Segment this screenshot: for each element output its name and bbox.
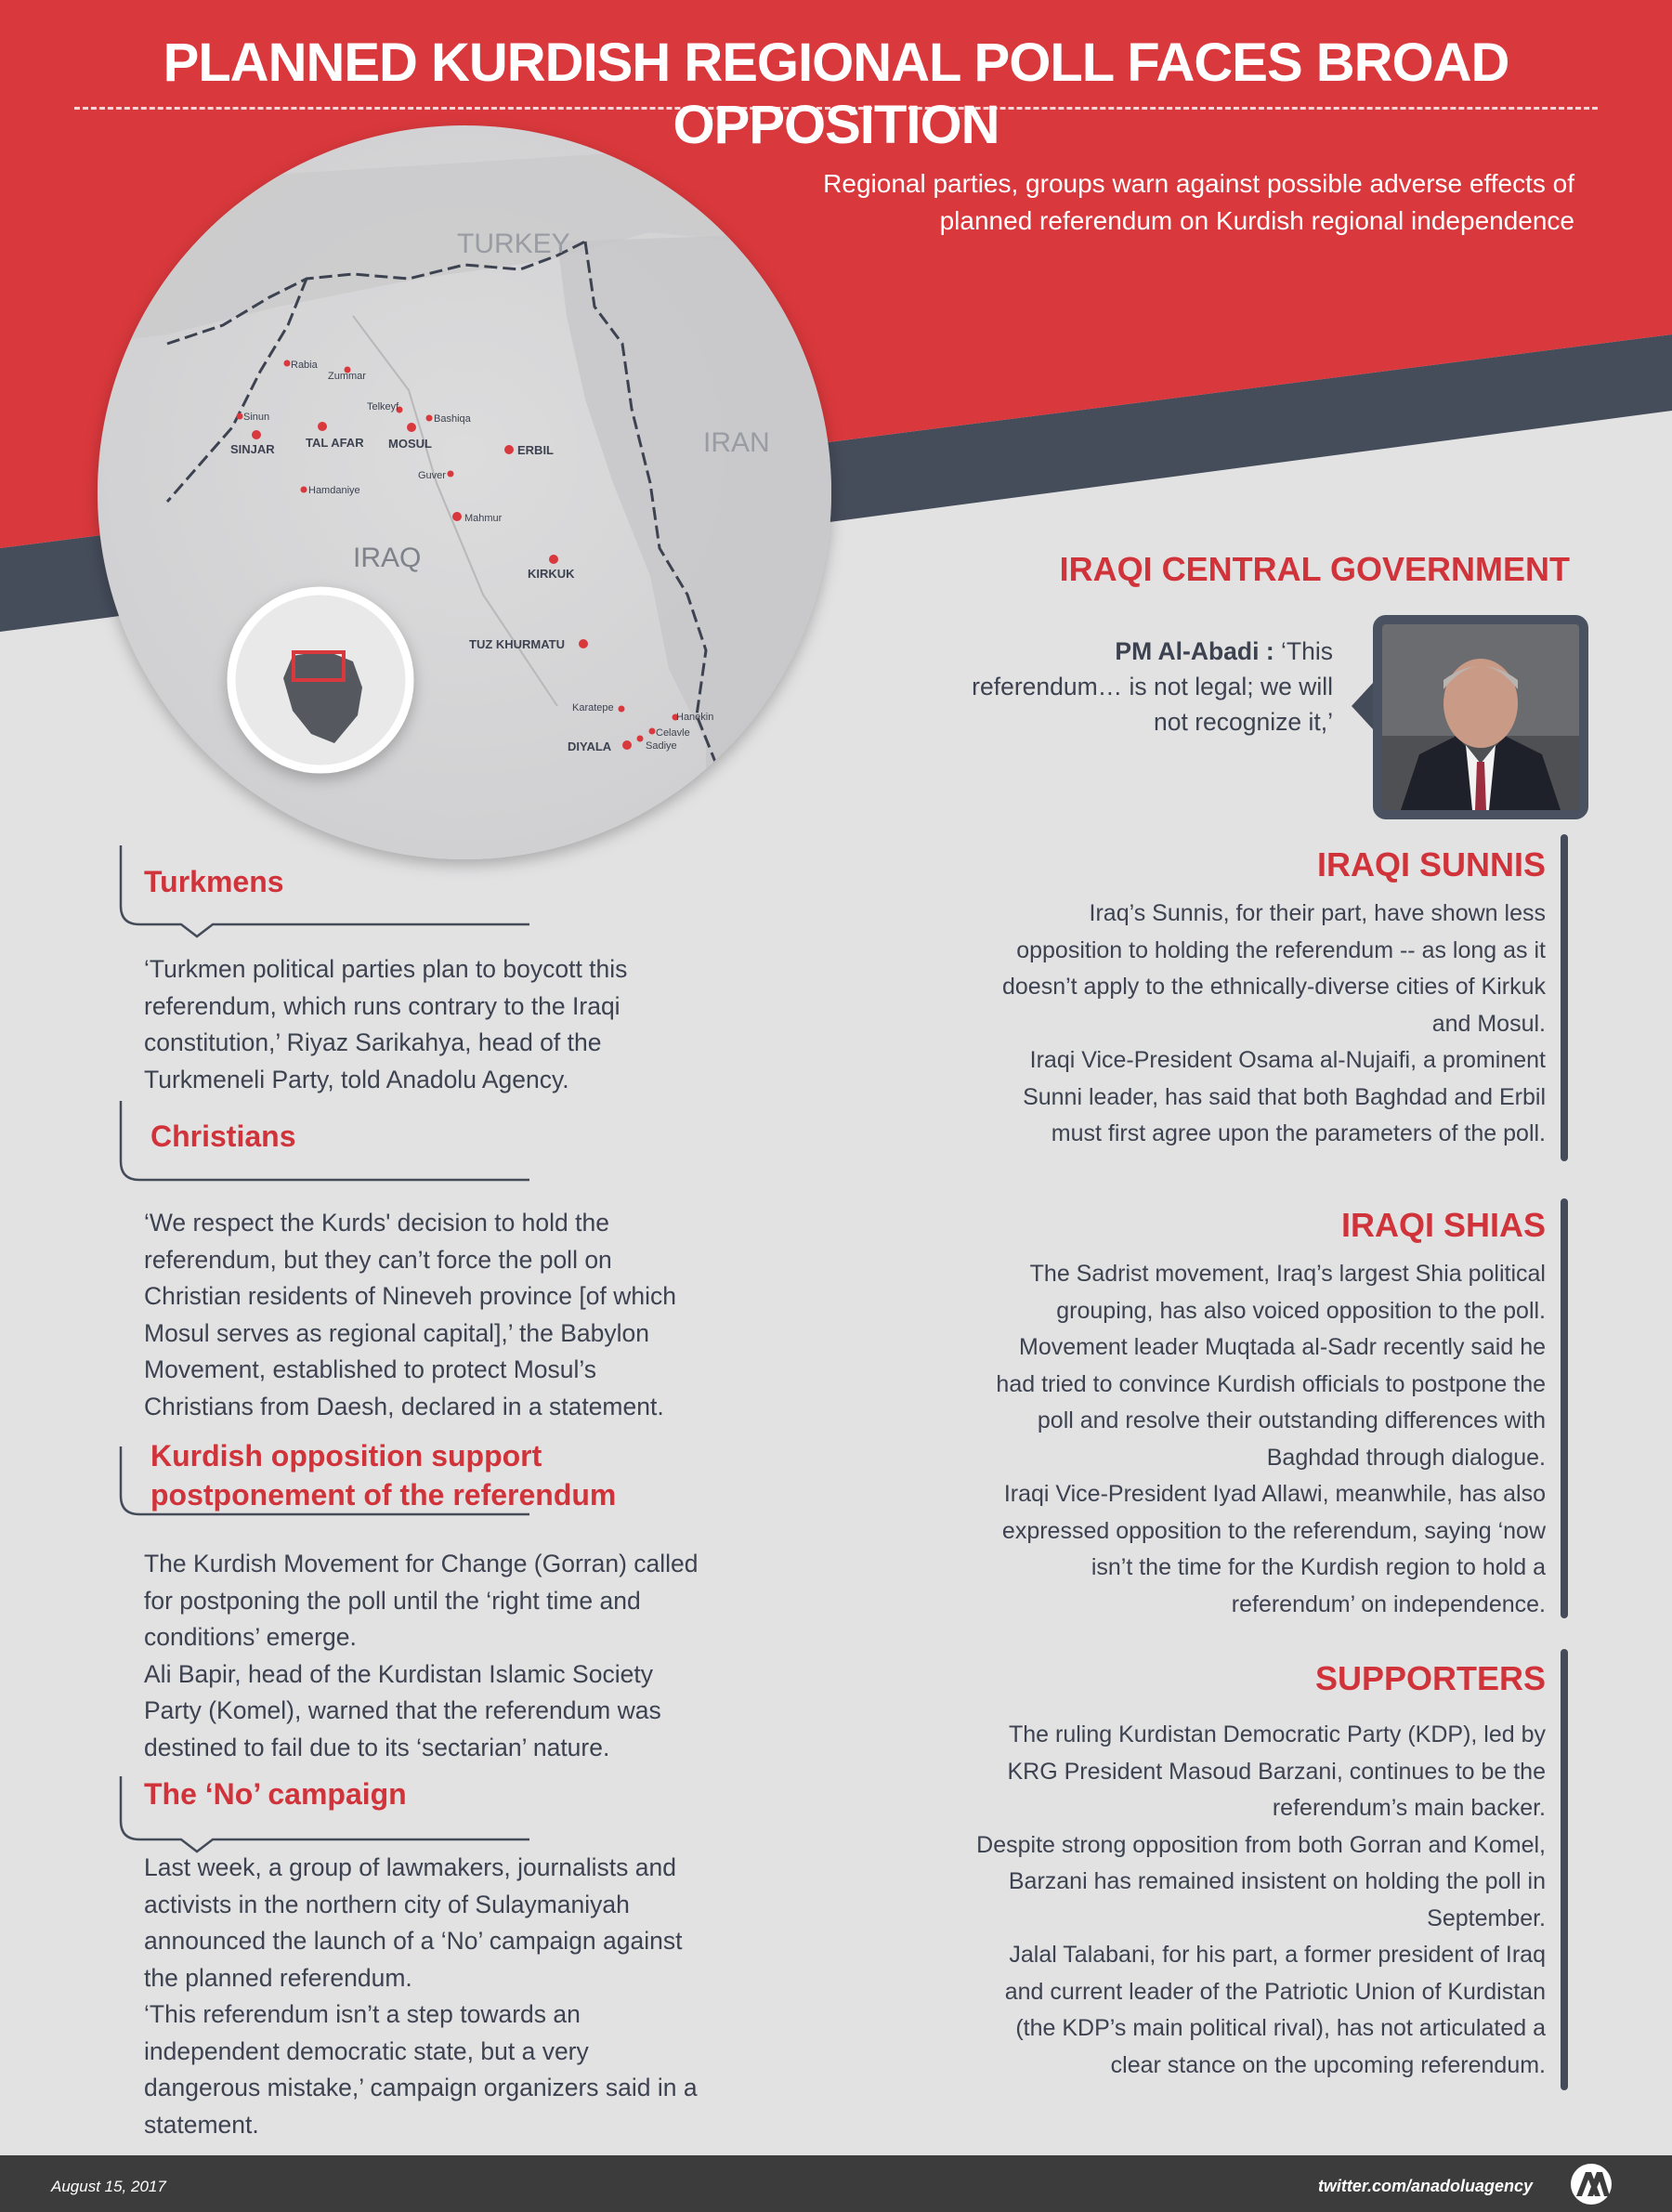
supporters-line: Jalal Talabani, for his part, a former president of Iraq (1009, 1942, 1546, 1968)
no-campaign-line: Last week, a group of lawmakers, journalists and (144, 1853, 676, 1881)
turkmens-line: referendum, which runs contrary to the Iraqi (144, 991, 620, 1020)
christians-line: Christians from Daesh, declared in a statement. (144, 1392, 664, 1420)
shias-line: poll and resolve their outstanding differences with (1037, 1407, 1546, 1433)
shias-line: Iraqi Vice-President Iyad Allawi, meanwhile, has also (1003, 1481, 1546, 1507)
no-campaign-line: statement. (144, 2110, 259, 2139)
supporters-body (784, 1717, 1546, 2084)
supporters-line: clear stance on the upcoming referendum. (1110, 2051, 1546, 2078)
turkmens-line: ‘Turkmen political parties plan to boycott this (144, 955, 628, 983)
christians-line: ‘We respect the Kurds' decision to hold the (144, 1209, 609, 1237)
shias-title: IRAQI SHIAS (1340, 1206, 1546, 1244)
supporters-line: and current leader of the Patriotic Union of Kurdistan (1004, 1978, 1546, 2005)
kurdish-line: for postponing the poll until the ‘right time and (144, 1586, 641, 1615)
shias-line: isn’t the time for the Kurdish region to hold a (1091, 1554, 1546, 1580)
shias-bar (1561, 1198, 1568, 1618)
shias-line: Movement leader Muqtada al-Sadr recently said he (1019, 1334, 1546, 1360)
sunnis-line: Iraqi Vice-President Osama al-Nujaifi, a prominent (1029, 1047, 1546, 1073)
supporters-line: Barzani has remained insistent on holding the poll in (1008, 1868, 1546, 1894)
footer-twitter[interactable]: twitter.com/anadoluagency (1317, 2177, 1533, 2195)
no-campaign-line: the planned referendum. (144, 1963, 412, 1992)
city-tuz-khurmatu: TUZ KHURMATU (469, 637, 566, 651)
sunnis-line: and Mosul. (1431, 1010, 1546, 1037)
sunnis-bar (1561, 834, 1568, 1161)
city-rabia: Rabia (291, 360, 318, 371)
sunnis-line: must first agree upon the parameters of the poll. (1051, 1120, 1546, 1146)
sunnis-line: doesn’t apply to the ethnically-diverse cities of Kirkuk (1001, 974, 1546, 1000)
city-celavle: Celavle (656, 727, 690, 739)
shias-line: grouping, has also voiced opposition to the poll. (1056, 1297, 1546, 1324)
sunnis-line: Iraq’s Sunnis, for their part, have shown less (1089, 900, 1546, 926)
map-circle (93, 125, 836, 859)
sunnis-title: IRAQI SUNNIS (1316, 845, 1546, 883)
country-label-turkey: TURKEY (457, 229, 570, 259)
supporters-line: September. (1427, 1904, 1546, 1931)
city-zummar: Zummar (328, 371, 366, 382)
city-bashiqa: Bashiqa (434, 413, 471, 425)
city-hamdaniye: Hamdaniye (308, 485, 360, 496)
quote-tail (1352, 683, 1373, 729)
no-campaign-line: independent democratic state, but a very (144, 2036, 589, 2065)
title-divider (74, 107, 1598, 110)
shias-body (784, 1256, 1546, 1623)
city-sadiye: Sadiye (646, 740, 677, 752)
christians-title: Christians (150, 1119, 296, 1153)
kurdish-line: destined to fail due to its ‘sectarian’ nature. (144, 1733, 610, 1761)
kurdish-line: conditions’ emerge. (144, 1623, 357, 1651)
supporters-title: SUPPORTERS (1314, 1659, 1546, 1697)
turkmens-line: Turkmeneli Party, told Anadolu Agency. (144, 1065, 569, 1093)
supporters-line: referendum’s main backer. (1272, 1795, 1546, 1821)
city-sinun: Sinun (243, 412, 270, 423)
city-tal-afar: TAL AFAR (306, 436, 364, 450)
supporters-bar (1561, 1649, 1568, 2090)
no-campaign-body (144, 1850, 831, 2143)
christians-body (144, 1205, 831, 1425)
kurdish-title-line: postponement of the referendum (150, 1478, 617, 1512)
supporters-line: The ruling Kurdistan Democratic Party (KDP), led by (1009, 1721, 1546, 1747)
shias-line: Baghdad through dialogue. (1266, 1444, 1546, 1471)
christians-line: Movement, established to protect Mosul’s (144, 1355, 597, 1383)
christians-line: Christian residents of Nineveh province [of which (144, 1282, 676, 1310)
shias-line: The Sadrist movement, Iraq’s largest Shia political (1029, 1261, 1546, 1287)
kurdish-line: Ali Bapir, head of the Kurdistan Islamic Society (144, 1659, 653, 1688)
shias-line: referendum’ on independence. (1231, 1590, 1546, 1617)
sunnis-body (803, 896, 1546, 1153)
country-label-iraq: IRAQ (353, 543, 422, 573)
city-mosul: MOSUL (388, 437, 432, 451)
city-hanekin: Hanekin (676, 712, 714, 723)
no-campaign-line: announced the launch of a ‘No’ campaign against (144, 1927, 683, 1955)
no-campaign-title: The ‘No’ campaign (144, 1777, 407, 1811)
inset-locator-map (231, 591, 410, 769)
supporters-line: (the KDP’s main political rival), has not articulated a (1015, 2015, 1546, 2041)
city-sinjar: SINJAR (230, 442, 275, 456)
subtitle: Regional parties, groups warn against possible adverse effects of planned referendum on Kurdish regional independence (823, 169, 1574, 235)
supporters-line: KRG President Masoud Barzani, continues to be the (1007, 1758, 1546, 1785)
no-campaign-line: activists in the northern city of Sulaymaniyah (144, 1890, 630, 1918)
footer-date: August 15, 2017 (51, 2178, 166, 2195)
sunnis-line: opposition to holding the referendum -- as long as it (1016, 936, 1546, 963)
anadolu-logo-icon (1563, 2161, 1619, 2207)
christians-line: Mosul serves as regional capital],’ the Babylon (144, 1318, 650, 1347)
central-government-title: IRAQI CENTRAL GOVERNMENT (1059, 550, 1570, 588)
kurdish-title-line: Kurdish opposition support (150, 1439, 542, 1472)
city-karatepe: Karatepe (572, 702, 614, 713)
christians-line: referendum, but they can’t force the poll on (144, 1245, 612, 1274)
sunnis-line: Sunni leader, has said that both Baghdad and Erbil (1023, 1083, 1546, 1110)
city-erbil: ERBIL (517, 443, 554, 457)
kurdish-line: Party (Komel), warned that the referendum was (144, 1696, 661, 1724)
turkmens-body (144, 951, 813, 1098)
city-guver: Guver (418, 470, 446, 481)
shias-line: had tried to convince Kurdish officials to postpone the (996, 1370, 1546, 1397)
city-telkeyf: Telkeyf (367, 401, 399, 412)
page-title: PLANNED KURDISH REGIONAL POLL FACES BROAD OPPOSITION (163, 33, 1509, 155)
shias-line: expressed opposition to the referendum, saying ‘now (1001, 1517, 1546, 1544)
portrait-photo (1373, 615, 1588, 819)
abadi-quote (966, 634, 1333, 740)
country-label-iran: IRAN (703, 427, 770, 458)
portrait-illustration (1382, 624, 1579, 810)
city-mahmur: Mahmur (464, 513, 503, 524)
turkmens-title: Turkmens (144, 865, 284, 898)
kurdish-line: The Kurdish Movement for Change (Gorran) called (144, 1550, 699, 1577)
city-kirkuk: KIRKUK (528, 567, 575, 581)
kurdish-title (150, 1436, 616, 1514)
abadi-quote-text: ‘This referendum… is not legal; we will not recognize it,’ (972, 637, 1333, 736)
city-diyala: DIYALA (568, 740, 612, 753)
no-campaign-line: ‘This referendum isn’t a step towards an (144, 2000, 581, 2028)
abadi-speaker: PM Al-Abadi : (1115, 637, 1274, 665)
kurdish-body (144, 1546, 831, 1766)
supporters-line: Despite strong opposition from both Gorran and Komel, (976, 1831, 1546, 1858)
no-campaign-line: dangerous mistake,’ campaign organizers said in a (144, 2074, 698, 2101)
turkmens-line: constitution,’ Riyaz Sarikahya, head of the (144, 1028, 602, 1056)
